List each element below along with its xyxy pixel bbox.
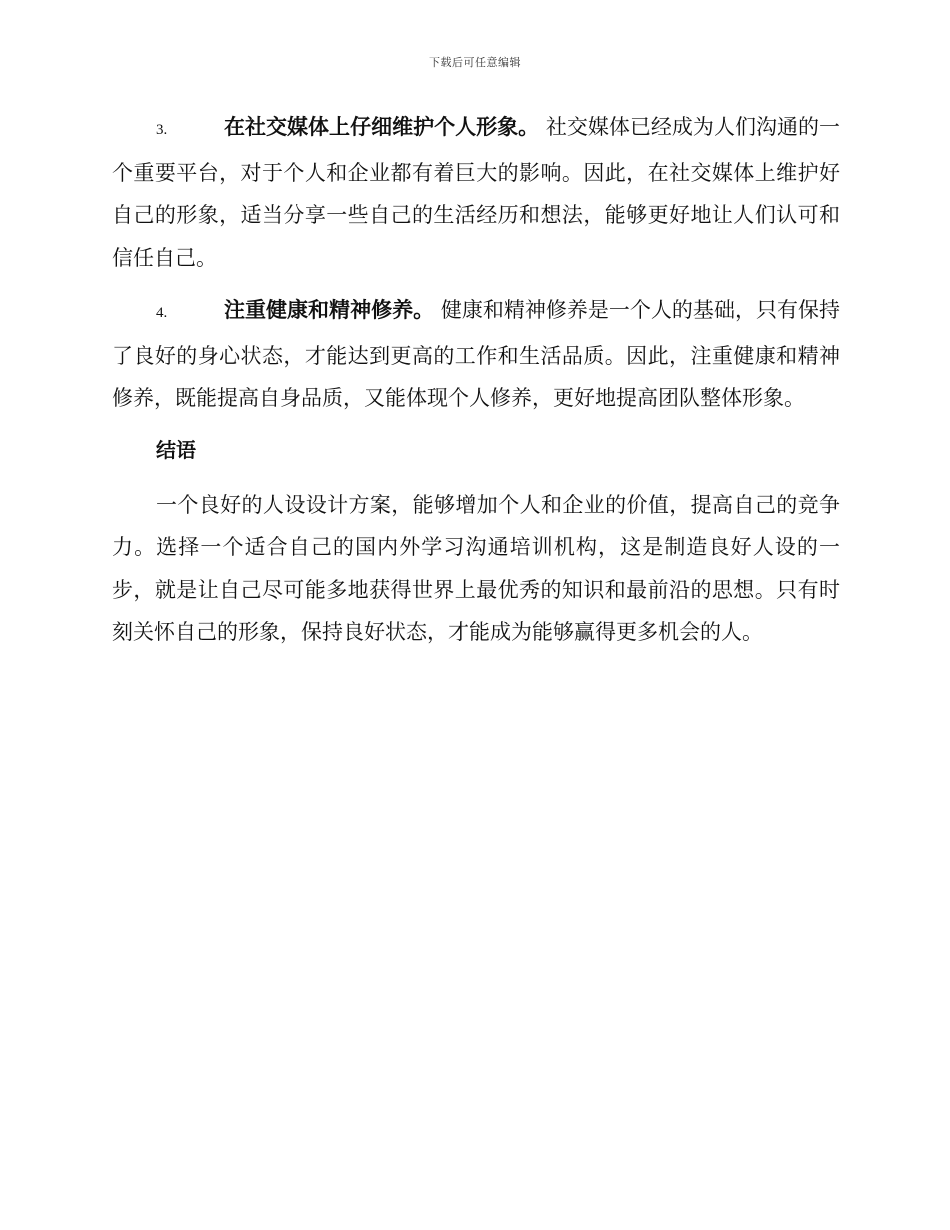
list-item-lead: 注重健康和精神修养。 [224,298,435,322]
list-item-4 [112,289,840,420]
list-item-number: 3. [156,122,168,138]
list-item-3 [112,106,840,279]
document-body [112,106,840,664]
header-note: 下载后可任意编辑 [429,56,521,69]
list-item-text: 社交媒体已经成为人们沟通的一个重要平台，对于个人和企业都有着巨大的影响。因此，在社交媒体上维护好自己的形象，适当分享一些自己的生活经历和想法，能够更好地让人们认可和信任自己。 [112,115,840,270]
list-item-text: 健康和精神修养是一个人的基础，只有保持了良好的身心状态，才能达到更高的工作和生活品质。因此，注重健康和精神修养，既能提高自身品质，又能体现个人修养，更好地提高团队整体形象。 [112,298,840,410]
section-heading: 结语 [156,437,196,462]
list-item-number: 4. [156,305,168,321]
conclusion-paragraph: 一个良好的人设设计方案，能够增加个人和企业的价值，提高自己的竞争力。选择一个适合自己的国内外学习沟通培训机构，这是制造良好人设的一步，就是让自己尽可能多地获得世界上最优秀的知识和最前沿的思想。只有时刻关怀自己的形象，保持良好状态，才能成为能够赢得更多机会的人。 [112,492,840,644]
list-item-lead: 在社交媒体上仔细维护个人形象。 [224,115,540,139]
